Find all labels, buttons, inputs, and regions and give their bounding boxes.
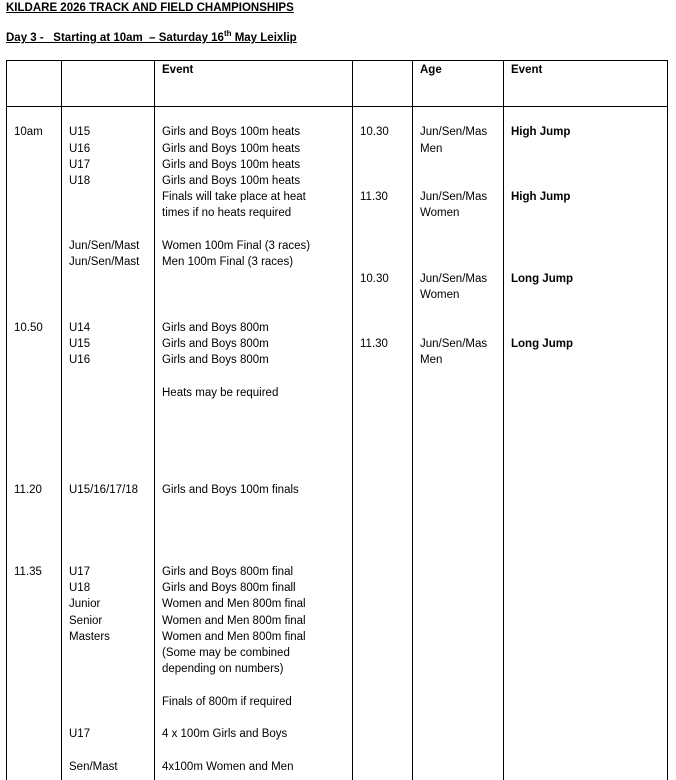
- event-cell: Girls and Boys 800m: [162, 354, 269, 366]
- age-cell: U15: [69, 338, 91, 350]
- age-cell: U16: [69, 354, 91, 366]
- age-cell: U18: [69, 582, 91, 594]
- event-cell: Girls and Boys 100m heats: [162, 175, 301, 187]
- event-cell: Heats may be required: [162, 387, 279, 399]
- event-cell: Women 100m Final (3 races): [162, 240, 311, 252]
- header-event-right: Event: [511, 64, 543, 76]
- event-cell: Girls and Boys 100m heats: [162, 143, 301, 155]
- event-cell: Girls and Boys 100m finals: [162, 484, 299, 496]
- subtitle-superscript: th: [223, 29, 232, 39]
- field-age-cell: Jun/Sen/Mas: [420, 191, 488, 203]
- event-cell: Men 100m Final (3 races): [162, 256, 294, 268]
- age-cell: U18: [69, 175, 91, 187]
- age-cell: U15/16/17/18: [69, 484, 139, 496]
- field-age-cell: Women: [420, 207, 460, 219]
- field-event-cell: Long Jump: [511, 273, 573, 285]
- table-col-border: [352, 60, 353, 780]
- field-time-cell: 11.30: [360, 338, 388, 350]
- field-time-cell: 10.30: [360, 273, 389, 285]
- table-col-border: [412, 60, 413, 780]
- age-cell: Masters: [69, 631, 110, 643]
- time-cell: 11.20: [14, 484, 42, 496]
- table-col-border: [667, 60, 668, 780]
- field-age-cell: Women: [420, 289, 460, 301]
- field-age-cell: Jun/Sen/Mas: [420, 273, 488, 285]
- event-cell: depending on numbers): [162, 663, 284, 675]
- field-age-cell: Jun/Sen/Mas: [420, 126, 488, 138]
- event-cell: Women and Men 800m final: [162, 631, 306, 643]
- table-col-border: [503, 60, 504, 780]
- subtitle-suffix: May Leixlip: [231, 32, 297, 44]
- field-time-cell: 11.30: [360, 191, 388, 203]
- table-header-border: [6, 106, 668, 107]
- field-age-cell: Men: [420, 354, 443, 366]
- field-event-cell: High Jump: [511, 126, 571, 138]
- event-cell: Girls and Boys 100m heats: [162, 159, 301, 171]
- header-event-left: Event: [162, 64, 194, 76]
- document-title: KILDARE 2026 TRACK AND FIELD CHAMPIONSHIPS: [6, 2, 294, 14]
- age-cell: Jun/Sen/Mast: [69, 256, 140, 268]
- event-cell: 4x100m Women and Men: [162, 761, 294, 773]
- header-age-right: Age: [420, 64, 442, 76]
- age-cell: U17: [69, 159, 91, 171]
- age-cell: U14: [69, 322, 91, 334]
- event-cell: Women and Men 800m final: [162, 615, 306, 627]
- event-cell: Finals of 800m if required: [162, 696, 292, 708]
- event-cell: Girls and Boys 800m final: [162, 566, 294, 578]
- table-col-border: [154, 60, 155, 780]
- age-cell: U15: [69, 126, 91, 138]
- age-cell: Jun/Sen/Mast: [69, 240, 140, 252]
- event-cell: Girls and Boys 100m heats: [162, 126, 301, 138]
- age-cell: U16: [69, 143, 91, 155]
- age-cell: U17: [69, 728, 91, 740]
- field-age-cell: Men: [420, 143, 443, 155]
- event-cell: Girls and Boys 800m: [162, 338, 269, 350]
- event-cell: 4 x 100m Girls and Boys: [162, 728, 288, 740]
- age-cell: Senior: [69, 615, 103, 627]
- table-col-border: [61, 60, 62, 780]
- field-age-cell: Jun/Sen/Mas: [420, 338, 488, 350]
- subtitle-prefix: Day 3 - Starting at 10am – Saturday 16: [6, 32, 224, 44]
- age-cell: Junior: [69, 598, 101, 610]
- time-cell: 10am: [14, 126, 43, 138]
- field-event-cell: High Jump: [511, 191, 571, 203]
- field-event-cell: Long Jump: [511, 338, 573, 350]
- event-cell: Girls and Boys 800m: [162, 322, 269, 334]
- event-cell: Girls and Boys 800m finall: [162, 582, 296, 594]
- event-cell: times if no heats required: [162, 207, 292, 219]
- event-cell: Women and Men 800m final: [162, 598, 306, 610]
- time-cell: 11.35: [14, 566, 42, 578]
- time-cell: 10.50: [14, 322, 43, 334]
- field-time-cell: 10.30: [360, 126, 389, 138]
- document-subtitle: [6, 29, 297, 44]
- age-cell: U17: [69, 566, 91, 578]
- event-cell: Finals will take place at heat: [162, 191, 306, 203]
- event-cell: (Some may be combined: [162, 647, 290, 659]
- table-top-border: [6, 60, 668, 61]
- table-col-border: [6, 60, 7, 780]
- age-cell: Sen/Mast: [69, 761, 118, 773]
